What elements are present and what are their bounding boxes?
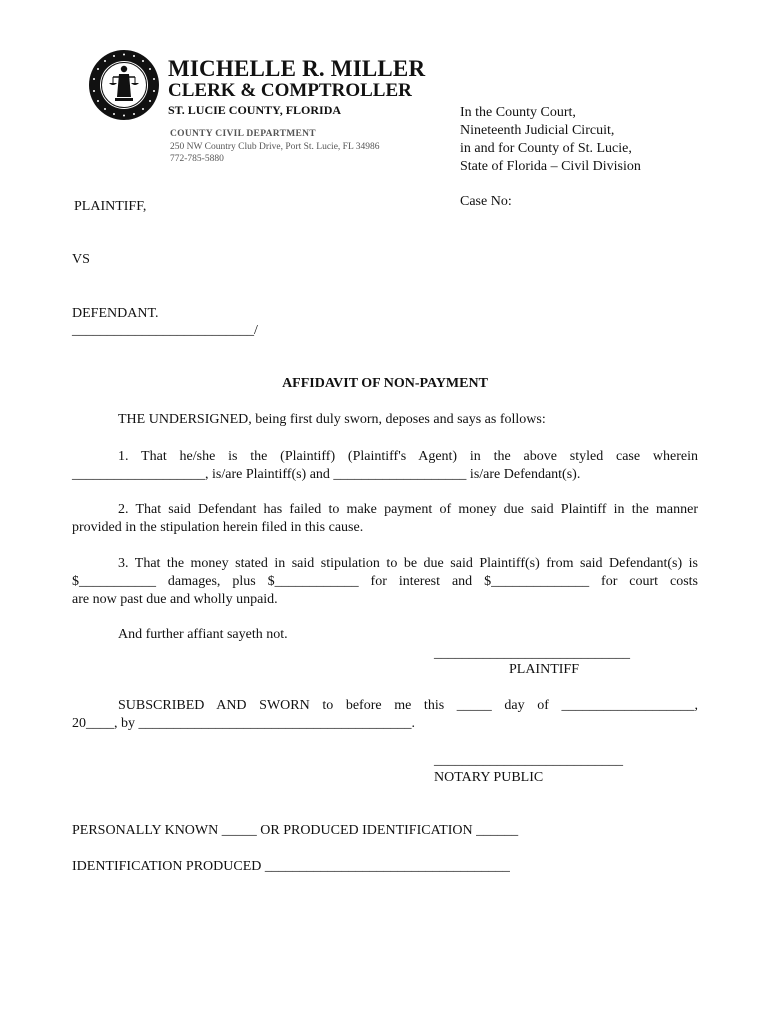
notary-public-label: NOTARY PUBLIC bbox=[434, 770, 544, 785]
court-line-3: in and for County of St. Lucie, bbox=[460, 141, 632, 156]
paragraph-2 bbox=[72, 501, 698, 537]
plaintiff-signature-label: PLAINTIFF bbox=[508, 662, 579, 677]
intro-paragraph: THE UNDERSIGNED, being first duly sworn, deposes and says as follows: bbox=[118, 412, 546, 427]
sworn-statement bbox=[72, 697, 698, 733]
paragraph-1-line-1: 1. That he/she is the (Plaintiff) (Plaintiff's Agent) in the above styled case wherein bbox=[118, 449, 698, 464]
case-number-label: Case No: bbox=[460, 194, 512, 209]
court-line-1: In the County Court, bbox=[460, 105, 576, 120]
paragraph-1-line-2: ___________________, is/are Plaintiff(s) and ___________________ is/are Defendant(s). bbox=[72, 467, 581, 482]
sworn-line-1: SUBSCRIBED AND SWORN to before me this _____ day of ___________________, bbox=[118, 698, 698, 713]
paragraph-2-line-2: provided in the stipulation herein filed in this cause. bbox=[72, 520, 364, 535]
document-title: AFFIDAVIT OF NON-PAYMENT bbox=[282, 376, 488, 391]
versus-label: VS bbox=[72, 252, 90, 267]
court-line-4: State of Florida – Civil Division bbox=[460, 159, 641, 174]
identification-produced-line: IDENTIFICATION PRODUCED ___________________________________ bbox=[72, 859, 510, 874]
closing-statement: And further affiant sayeth not. bbox=[118, 627, 288, 642]
defendant-line: __________________________/ bbox=[72, 323, 258, 338]
paragraph-1 bbox=[72, 448, 698, 484]
paragraph-3-line-2: $___________ damages, plus $____________ for interest and $______________ for court costs bbox=[72, 574, 698, 589]
sworn-line-2: 20____, by _______________________________________. bbox=[72, 716, 415, 731]
personally-known-line: PERSONALLY KNOWN _____ OR PRODUCED IDENTIFICATION ______ bbox=[72, 823, 519, 838]
department-address: 250 NW Country Club Drive, Port St. Lucie, FL 34986 bbox=[170, 142, 380, 152]
office-county: ST. LUCIE COUNTY, FLORIDA bbox=[168, 103, 342, 117]
office-title: CLERK & COMPTROLLER bbox=[168, 80, 412, 101]
plaintiff-signature-line: ____________________________ bbox=[434, 646, 630, 661]
court-line-2: Nineteenth Judicial Circuit, bbox=[460, 123, 615, 138]
court-info bbox=[460, 104, 641, 176]
clerk-seal-logo bbox=[88, 49, 160, 121]
notary-signature-line: ___________________________ bbox=[434, 753, 623, 768]
department-phone: 772-785-5880 bbox=[170, 154, 224, 164]
plaintiff-label: PLAINTIFF, bbox=[74, 199, 147, 214]
office-name: MICHELLE R. MILLER bbox=[168, 56, 426, 81]
paragraph-2-line-1: 2. That said Defendant has failed to make payment of money due said Plaintiff in the manner bbox=[118, 502, 698, 517]
paragraph-3-line-1: 3. That the money stated in said stipulation to be due said Plaintiff(s) from said Defendant(s) is bbox=[118, 556, 698, 571]
defendant-label: DEFENDANT. bbox=[72, 306, 159, 321]
department-name: COUNTY CIVIL DEPARTMENT bbox=[170, 129, 316, 139]
paragraph-3 bbox=[72, 555, 698, 609]
paragraph-3-line-3: are now past due and wholly unpaid. bbox=[72, 592, 278, 607]
